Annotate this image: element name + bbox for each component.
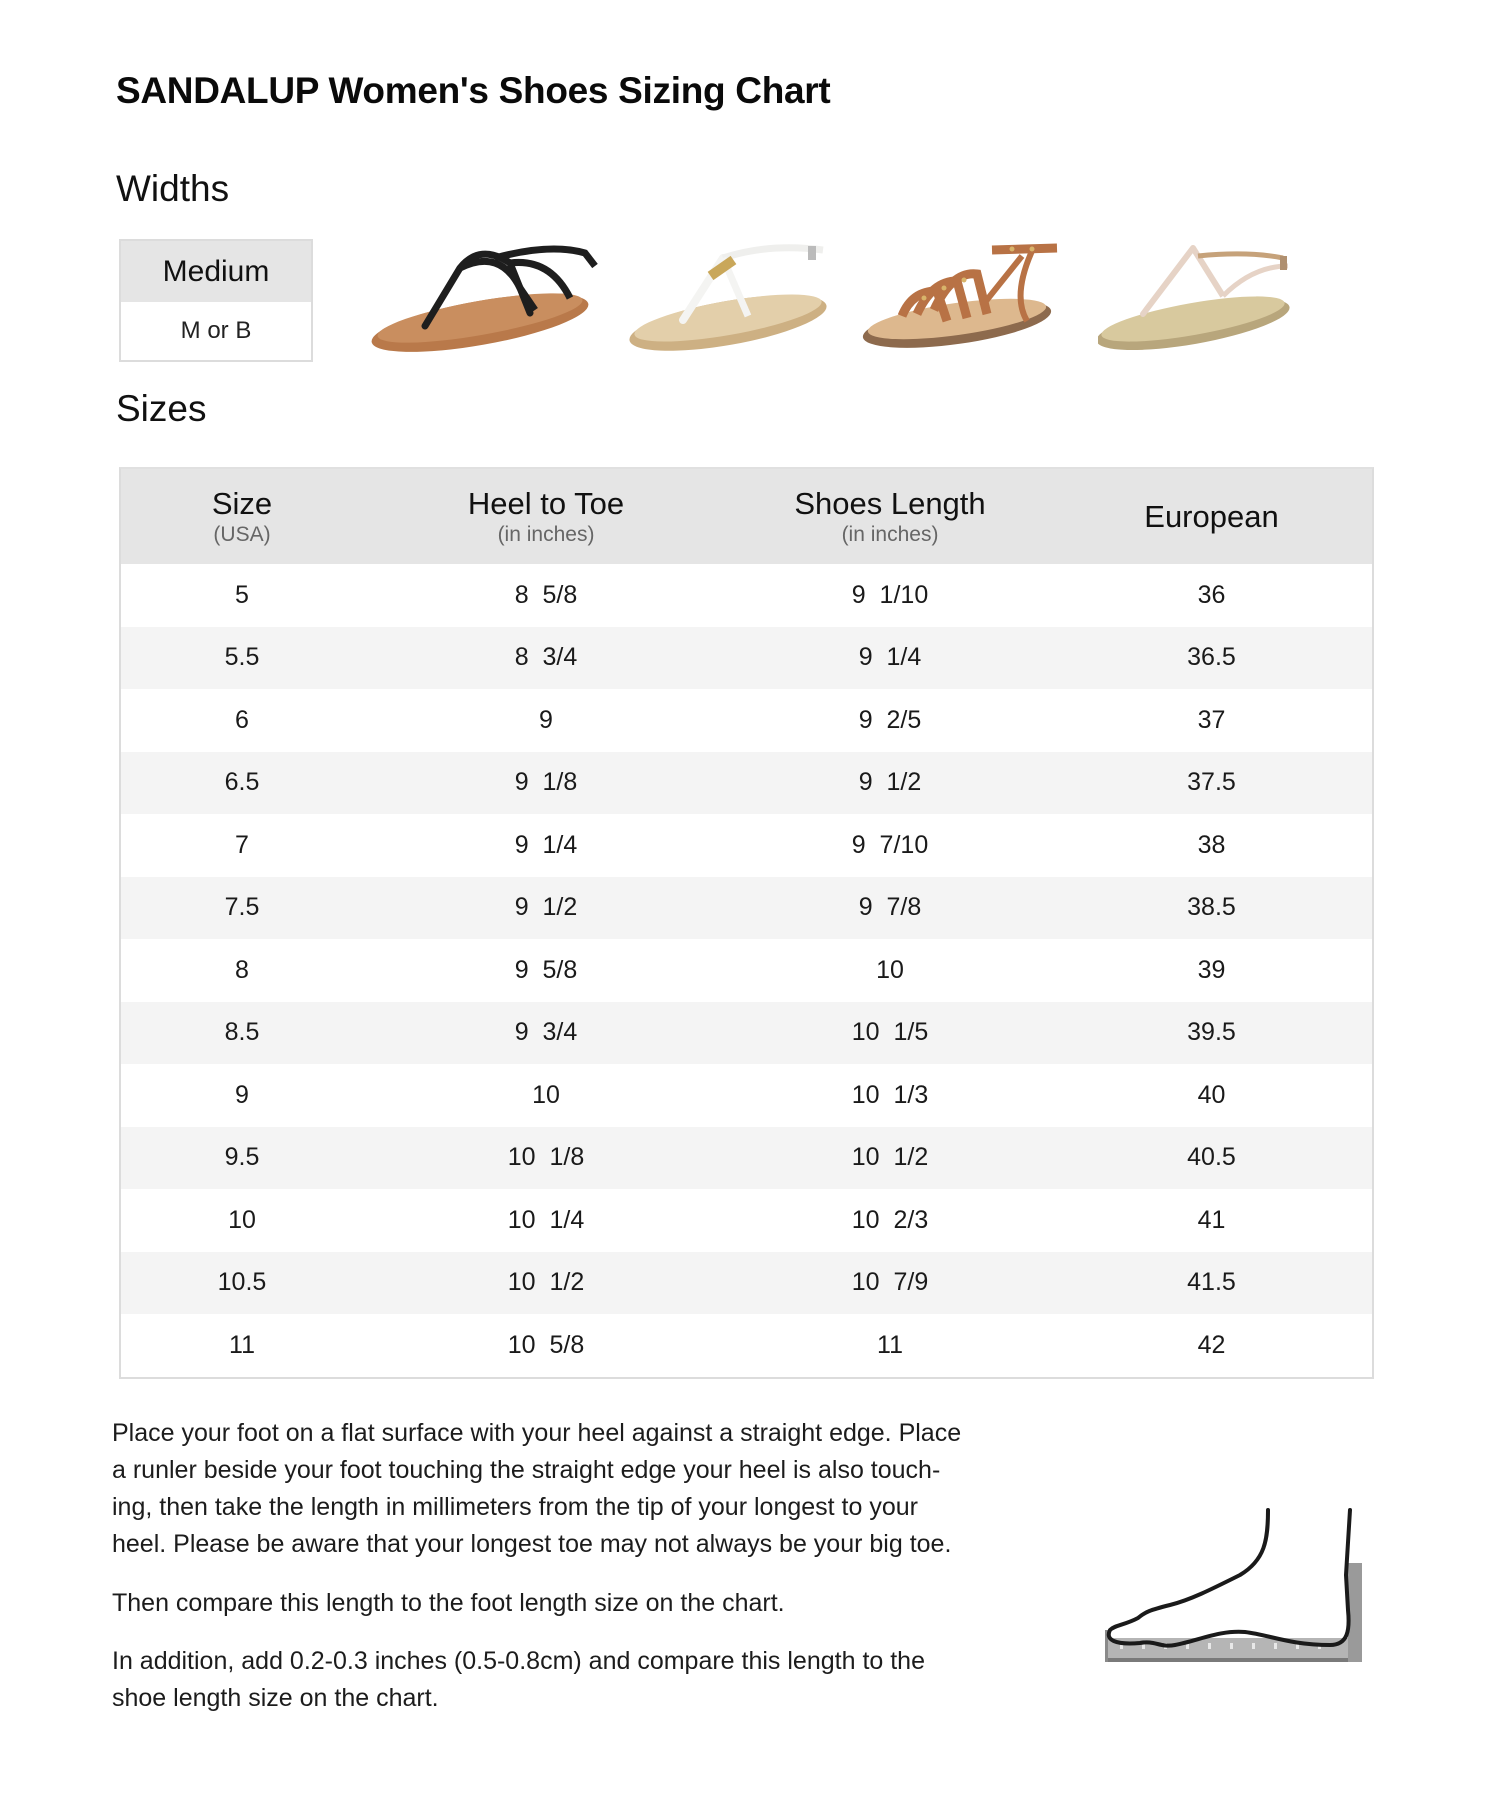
column-header-shoes-length: Shoes Length (in inches) (794, 485, 986, 546)
table-header-row (121, 469, 1372, 564)
sandal-image-nude-tstrap (1098, 236, 1298, 351)
cell-shoes-length: 9 1/4 (858, 643, 922, 672)
widths-heading: Widths (116, 168, 230, 209)
sandal-image-black-braided (370, 238, 605, 353)
table-row (121, 1064, 1372, 1127)
cell-shoes-length: 11 (877, 1330, 903, 1359)
column-header-heel-to-toe: Heel to Toe (in inches) (467, 485, 625, 546)
instructions-paragraph-1: Place your foot on a flat surface with your heel against a straight edge. Place a runler beside your foot touching the straight edge your heel is also touch- ing, then take the length in millimeters from the tip of your longest to your heel. Please be aware that your longest toe may not always be your big toe. (112, 1419, 962, 1558)
cell-shoes-length: 10 1/5 (851, 1018, 929, 1047)
cell-heel-to-toe: 10 5/8 (507, 1330, 585, 1359)
cell-size-usa: 6 (235, 705, 249, 734)
page-title: SANDALUP Women's Shoes Sizing Chart (116, 70, 831, 111)
cell-heel-to-toe: 10 1/2 (507, 1268, 585, 1297)
cell-size-usa: 9.5 (224, 1143, 260, 1172)
cell-shoes-length: 9 1/10 (851, 580, 929, 609)
cell-european: 39 (1197, 955, 1226, 984)
table-row (121, 1252, 1372, 1315)
size-chart-table (119, 467, 1374, 1379)
cell-heel-to-toe: 9 (539, 705, 553, 734)
cell-size-usa: 8 (235, 955, 249, 984)
cell-european: 38.5 (1187, 893, 1236, 922)
cell-size-usa: 10 (228, 1205, 256, 1234)
table-row (121, 814, 1372, 877)
cell-european: 38 (1197, 830, 1226, 859)
sandal-image-white-thong (628, 238, 838, 353)
column-header-european: European (1144, 498, 1279, 534)
cell-heel-to-toe: 10 1/4 (507, 1205, 585, 1234)
table-row (121, 939, 1372, 1002)
cell-shoes-length: 10 (876, 955, 904, 984)
widths-table (119, 239, 313, 362)
table-row (121, 564, 1372, 627)
cell-heel-to-toe: 9 5/8 (514, 955, 578, 984)
cell-size-usa: 7.5 (224, 893, 260, 922)
cell-size-usa: 6.5 (224, 768, 260, 797)
cell-heel-to-toe: 9 1/8 (514, 768, 578, 797)
cell-european: 41 (1197, 1205, 1226, 1234)
cell-heel-to-toe: 8 3/4 (514, 643, 578, 672)
instructions-paragraph-2: Then compare this length to the foot length size on the chart. (112, 1589, 785, 1617)
cell-size-usa: 5.5 (224, 643, 260, 672)
width-value: M or B (121, 302, 311, 360)
cell-european: 37.5 (1187, 768, 1236, 797)
cell-size-usa: 11 (229, 1330, 255, 1359)
cell-size-usa: 7 (235, 830, 249, 859)
cell-heel-to-toe: 8 5/8 (514, 580, 578, 609)
cell-european: 41.5 (1187, 1268, 1236, 1297)
table-row (121, 1002, 1372, 1065)
table-row (121, 752, 1372, 815)
cell-heel-to-toe: 9 1/4 (514, 830, 578, 859)
cell-european: 42 (1197, 1330, 1226, 1359)
cell-european: 36 (1197, 580, 1226, 609)
cell-heel-to-toe: 10 (532, 1080, 560, 1109)
cell-size-usa: 10.5 (217, 1268, 267, 1297)
cell-european: 40.5 (1187, 1143, 1236, 1172)
cell-shoes-length: 9 2/5 (858, 705, 922, 734)
cell-heel-to-toe: 10 1/8 (507, 1143, 585, 1172)
cell-shoes-length: 9 7/8 (858, 893, 922, 922)
cell-shoes-length: 9 7/10 (851, 830, 929, 859)
cell-european: 36.5 (1187, 643, 1236, 672)
foot-measurement-diagram-icon (1100, 1500, 1375, 1670)
cell-shoes-length: 10 1/2 (851, 1143, 929, 1172)
table-row (121, 689, 1372, 752)
table-row (121, 1189, 1372, 1252)
table-body (121, 564, 1372, 1377)
cell-size-usa: 5 (235, 580, 249, 609)
cell-heel-to-toe: 9 3/4 (514, 1018, 578, 1047)
cell-shoes-length: 10 7/9 (851, 1268, 929, 1297)
cell-european: 37 (1197, 705, 1226, 734)
cell-heel-to-toe: 9 1/2 (514, 893, 578, 922)
sizes-heading: Sizes (116, 388, 207, 429)
instructions-paragraph-3: In addition, add 0.2-0.3 inches (0.5-0.8cm) and compare this length to the shoe length size on the chart. (112, 1647, 925, 1712)
table-row (121, 627, 1372, 690)
cell-shoes-length: 9 1/2 (858, 768, 922, 797)
column-header-size: Size (USA) (211, 485, 273, 546)
width-label: Medium (121, 241, 311, 302)
cell-european: 39.5 (1187, 1018, 1236, 1047)
table-row (121, 1127, 1372, 1190)
table-row (121, 877, 1372, 940)
cell-shoes-length: 10 1/3 (851, 1080, 929, 1109)
cell-size-usa: 8.5 (224, 1018, 260, 1047)
table-row (121, 1314, 1372, 1377)
cell-size-usa: 9 (235, 1080, 249, 1109)
sandal-image-tan-studded (862, 236, 1062, 351)
cell-shoes-length: 10 2/3 (851, 1205, 929, 1234)
cell-european: 40 (1197, 1080, 1226, 1109)
